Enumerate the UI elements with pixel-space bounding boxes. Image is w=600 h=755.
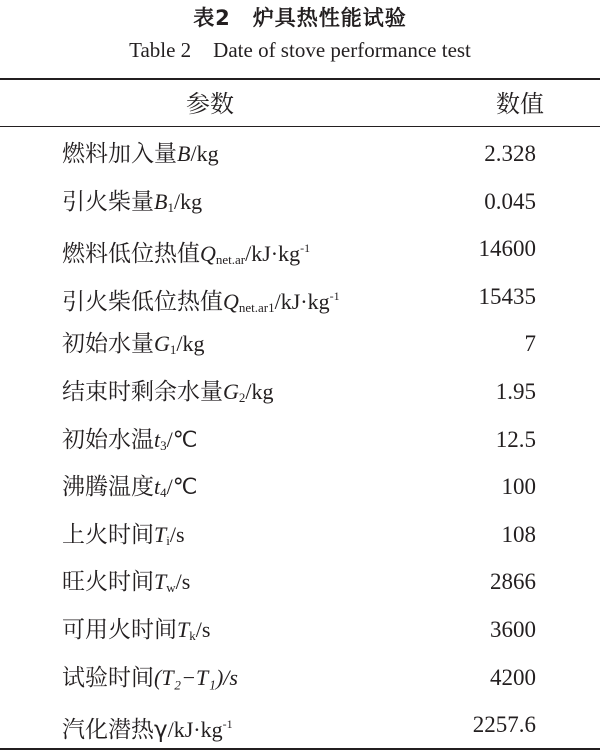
- param-subscript: 2: [238, 389, 246, 405]
- param-label: 旺火时间: [62, 569, 154, 596]
- table-title-cn: 炉具热性能试验: [252, 6, 407, 30]
- param-subscript: net.ar1: [238, 299, 275, 315]
- table-body: [0, 130, 600, 749]
- param-label: 结束时剩余水量: [62, 378, 223, 405]
- param-superscript: -1: [222, 717, 233, 732]
- value-cell: 1.95: [495, 378, 536, 404]
- table-row: [0, 654, 600, 702]
- table-row: [0, 130, 600, 178]
- table-bottom-rule: [0, 748, 600, 750]
- param-cell: [62, 511, 185, 559]
- param-subscript: k: [189, 627, 196, 643]
- value-cell: 12.5: [495, 426, 536, 452]
- header-param: 参数: [186, 90, 234, 118]
- param-label: 上火时间: [62, 521, 154, 548]
- param-unit: /kg: [176, 331, 205, 357]
- param-unit: /℃: [166, 426, 198, 452]
- table-caption-cn: [0, 2, 600, 32]
- param-label: 初始水温: [62, 426, 154, 453]
- param-cell: [62, 368, 274, 416]
- header-value: 数值: [496, 90, 544, 118]
- param-symbol: T: [154, 521, 167, 547]
- param-superscript: -1: [329, 288, 340, 303]
- param-superscript: -1: [300, 241, 311, 256]
- param-symbol: Q: [223, 288, 239, 314]
- table-top-rule: [0, 78, 600, 80]
- param-cell: [62, 178, 202, 226]
- param-subscript: 1: [169, 342, 177, 358]
- param-cell: [62, 606, 210, 654]
- param-label: 燃料加入量: [62, 141, 177, 167]
- param-label: 可用火时间: [62, 616, 177, 643]
- param-symbol: B: [154, 188, 168, 214]
- table-row: [0, 511, 600, 559]
- param-expression: (T₂−T₁)/s: [154, 664, 238, 690]
- param-symbol: t: [154, 474, 161, 500]
- param-label: 沸腾温度: [62, 474, 154, 501]
- param-cell: [62, 654, 238, 702]
- param-subscript: 3: [160, 437, 167, 453]
- param-subscript: i: [166, 532, 170, 548]
- param-symbol: G: [154, 331, 170, 357]
- param-symbol: t: [154, 426, 161, 452]
- table-row: [0, 273, 600, 321]
- param-cell: [62, 701, 233, 749]
- value-cell: 2.328: [484, 141, 536, 166]
- value-cell: 2257.6: [472, 712, 536, 738]
- value-cell: 2866: [490, 569, 536, 595]
- param-cell: [62, 130, 219, 178]
- param-unit: /kJ·kg: [274, 288, 330, 314]
- value-cell: 4200: [490, 664, 536, 690]
- table-row: [0, 368, 600, 416]
- table-row: [0, 416, 600, 464]
- table-number-cn: 表2: [193, 6, 231, 30]
- param-cell: [62, 320, 205, 368]
- param-unit: /s: [195, 616, 211, 642]
- param-label: 汽化潜热γ: [62, 717, 168, 744]
- table-number-en: Table 2: [129, 38, 192, 62]
- param-symbol: G: [223, 378, 239, 404]
- param-subscript: w: [166, 580, 176, 596]
- param-symbol: T: [154, 569, 167, 595]
- table-row: [0, 225, 600, 273]
- param-cell: [62, 558, 190, 606]
- value-cell: 0.045: [484, 188, 536, 214]
- param-unit: /kJ·kg: [245, 241, 301, 267]
- value-cell: 100: [501, 474, 536, 500]
- value-cell: 3600: [490, 616, 536, 642]
- param-label: 初始水量: [62, 331, 154, 358]
- param-symbol: T: [177, 616, 190, 642]
- value-cell: 15435: [478, 283, 536, 309]
- table-title-en: Date of stove performance test: [213, 38, 471, 62]
- param-cell: [62, 463, 197, 511]
- param-label: 引火柴量: [62, 188, 154, 215]
- value-cell: 7: [524, 331, 536, 357]
- table-row: [0, 701, 600, 749]
- table-header-rule: [0, 126, 600, 127]
- param-unit: /s: [169, 521, 185, 547]
- table-row: [0, 320, 600, 368]
- param-cell: [62, 225, 310, 273]
- value-cell: 108: [501, 521, 536, 547]
- table-row: [0, 606, 600, 654]
- param-symbol: Q: [200, 241, 216, 267]
- table-row: [0, 463, 600, 511]
- param-symbol: B: [177, 141, 191, 166]
- param-label: 燃料低位热值: [62, 241, 200, 268]
- param-cell: [62, 416, 197, 464]
- table-row: [0, 558, 600, 606]
- param-unit: /kg: [173, 188, 203, 214]
- param-subscript: net.ar: [215, 252, 246, 268]
- param-unit: /kg: [245, 378, 274, 404]
- param-subscript: 1: [167, 199, 174, 215]
- param-label: 引火柴低位热值: [62, 288, 223, 315]
- table-caption-en: [0, 38, 600, 63]
- table-row: [0, 178, 600, 226]
- param-unit: /℃: [166, 474, 198, 500]
- param-subscript: 4: [160, 485, 167, 501]
- param-unit: /kJ·kg: [167, 717, 223, 743]
- value-cell: 14600: [478, 236, 536, 262]
- param-label: 试验时间: [62, 664, 154, 691]
- param-unit: /s: [175, 569, 191, 595]
- param-unit: /kg: [190, 141, 219, 166]
- param-cell: [62, 273, 340, 321]
